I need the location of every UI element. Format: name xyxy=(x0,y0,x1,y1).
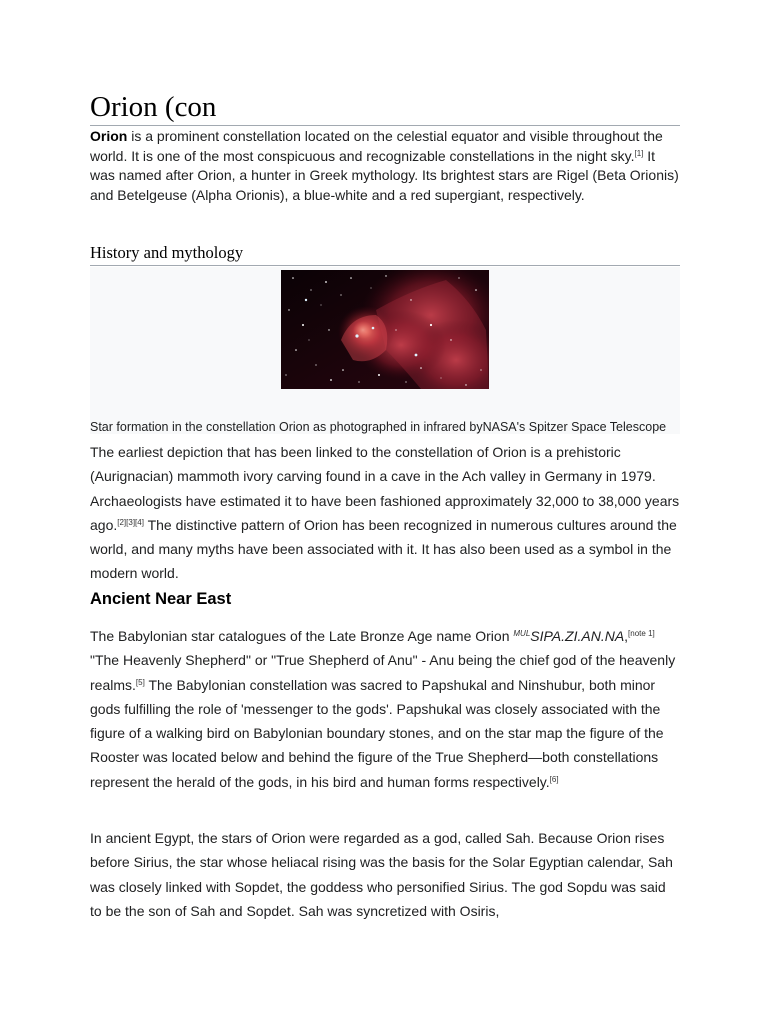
section-divider xyxy=(90,265,680,266)
intro-bold-term: Orion xyxy=(90,128,128,144)
history-text-2: The distinctive pattern of Orion has been recognized in numerous cultures around the world, and many myths have been associated with it. It has also been used as a symbol in the modern world. xyxy=(90,516,677,582)
citation-link[interactable]: [5] xyxy=(135,677,145,687)
history-paragraph xyxy=(90,440,680,586)
intro-text-1: is a prominent constellation located on the celestial equator and visible throughout the world. It is one of the most conspicuous and recognizable constellations in the night sky. xyxy=(90,128,663,164)
section-heading-history: History and mythology xyxy=(90,243,244,262)
citation-link[interactable]: [2][3][4] xyxy=(117,517,144,527)
mul-superscript: MUL xyxy=(513,629,531,638)
intro-text-2: It was named after Orion, a hunter in Greek mythology. Its brightest stars are Rigel (Beta Orionis) and Betelgeuse (Alpha Orionis), a blue-white and a red supergiant, respectively. xyxy=(90,147,679,204)
section-heading-near-east: Ancient Near East xyxy=(90,590,232,608)
note-link[interactable]: [note 1] xyxy=(628,629,655,638)
babylon-text-2: "The Heavenly Shepherd" or "True Shepherd of Anu" - Anu being the chief god of the heavenly realms. xyxy=(90,652,676,693)
figure-caption: Star formation in the constellation Orion as photographed in infrared byNASA's Spitzer Space Telescope xyxy=(90,419,667,434)
intro-paragraph xyxy=(90,127,680,206)
citation-link[interactable]: [1] xyxy=(634,148,644,158)
babylon-paragraph xyxy=(90,624,680,794)
babylon-comma: , xyxy=(624,628,629,644)
history-text-1: The earliest depiction that has been linked to the constellation of Orion is a prehistoric (Aurignacian) mammoth ivory carving found in a cave in the Ach valley in Germany in 1979. Archaeologists have estimated it to have been fashioned approximately 32,000 to 38,000 years ago. xyxy=(90,444,680,533)
title-divider xyxy=(90,125,680,126)
egypt-paragraph: In ancient Egypt, the stars of Orion were regarded as a god, called Sah. Because Orion rises before Sirius, the star whose heliacal rising was the basis for the Solar Egyptian calendar, Sah was closely linked with Sopdet, the goddess who personified Sirius. The god Sopdu was said to be the son of Sah and Sopdet. Sah was syncretized with Osiris, xyxy=(90,830,673,919)
figure xyxy=(90,267,680,434)
citation-link[interactable]: [6] xyxy=(549,774,559,784)
page-title: Orion (con xyxy=(90,91,217,123)
babylon-text-3: The Babylonian constellation was sacred to Papshukal and Ninshubur, both minor gods fulfilling the role of 'messenger to the gods'. Papshukal was closely associated with the figure of a walking bird on Babylonian boundary stones, and on the star map the figure of the Rooster was located below and behind the figure of the True Shepherd—both constellations represent the herald of the gods, in his bird and human forms respectively. xyxy=(90,676,664,790)
babylon-text-1: The Babylonian star catalogues of the Late Bronze Age name Orion xyxy=(90,628,514,644)
sipa-term: SIPA.ZI.AN.NA xyxy=(530,628,625,644)
orion-infrared-image[interactable] xyxy=(281,270,489,389)
